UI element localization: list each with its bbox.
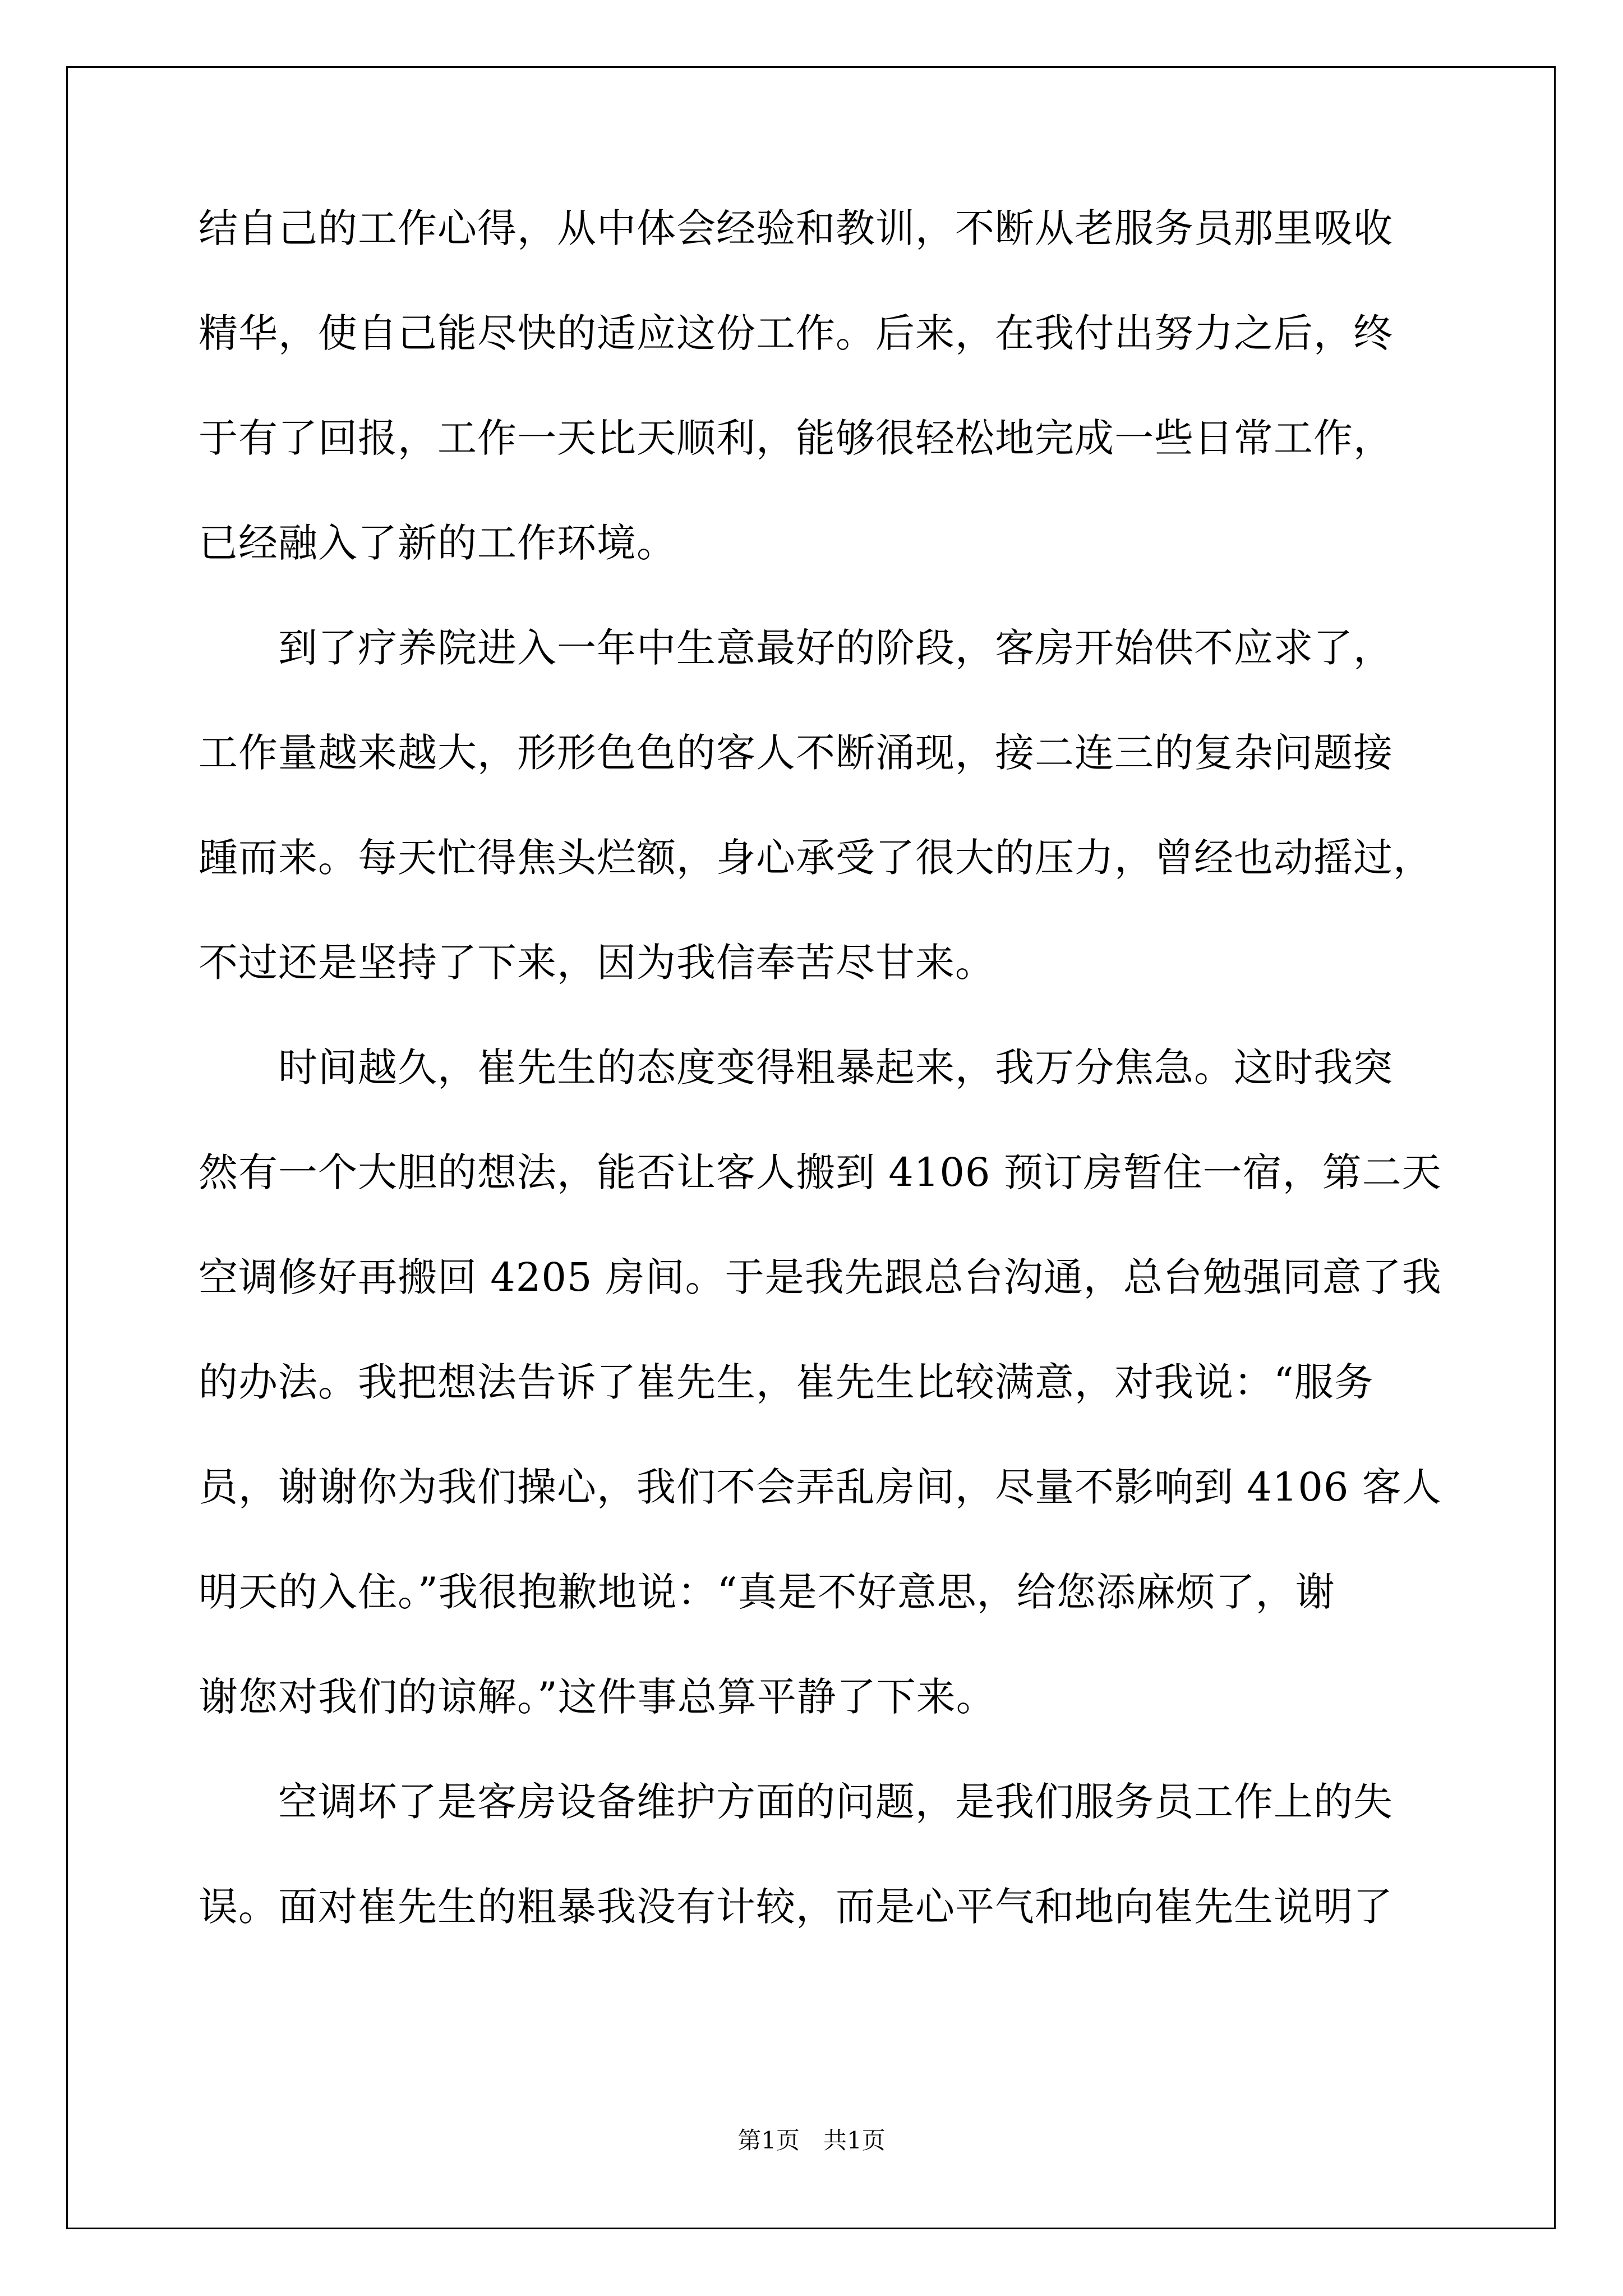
text-line: 时间越久，崔先生的态度变得粗暴起来，我万分焦急。这时我突 — [199, 1045, 1393, 1091]
text-line: 已经融入了新的工作环境。 — [199, 520, 676, 566]
text-line: 误。面对崔先生的粗暴我没有计较，而是心平气和地向崔先生说明了 — [199, 1884, 1393, 1930]
text-line: 不过还是坚持了下来，因为我信奉苦尽甘来。 — [199, 940, 995, 986]
text-line: 精华，使自己能尽快的适应这份工作。后来，在我付出努力之后，终 — [199, 310, 1393, 356]
text-line: 空调修好再搬回 4205 房间。于是我先跟总台沟通，总台勉强同意了我 — [199, 1254, 1442, 1300]
text-line: 于有了回报，工作一天比天顺利，能够很轻松地完成一些日常工作， — [199, 415, 1393, 461]
text-line: 谢您对我们的谅解。”这件事总算平静了下来。 — [199, 1674, 996, 1720]
text-line: 踵而来。每天忙得焦头烂额，身心承受了很大的压力，曾经也动摇过， — [199, 835, 1433, 881]
text-line: 结自己的工作心得，从中体会经验和教训，不断从老服务员那里吸收 — [199, 205, 1393, 251]
text-line: 到了疗养院进入一年中生意最好的阶段，客房开始供不应求了， — [199, 625, 1393, 671]
text-line: 明天的入住。”我很抱歉地说：“真是不好意思，给您添麻烦了，谢 — [199, 1569, 1335, 1615]
text-line: 的办法。我把想法告诉了崔先生，崔先生比较满意，对我说：“服务 — [199, 1359, 1374, 1405]
text-line: 工作量越来越大，形形色色的客人不断涌现，接二连三的复杂问题接 — [199, 730, 1393, 776]
text-line: 空调坏了是客房设备维护方面的问题，是我们服务员工作上的失 — [199, 1779, 1393, 1825]
page-footer: 第1页 共1页 — [737, 2127, 886, 2154]
text-line: 然有一个大胆的想法，能否让客人搬到 4106 预订房暂住一宿，第二天 — [199, 1149, 1442, 1195]
text-line: 员，谢谢你为我们操心，我们不会弄乱房间，尽量不影响到 4106 客人 — [199, 1464, 1442, 1510]
